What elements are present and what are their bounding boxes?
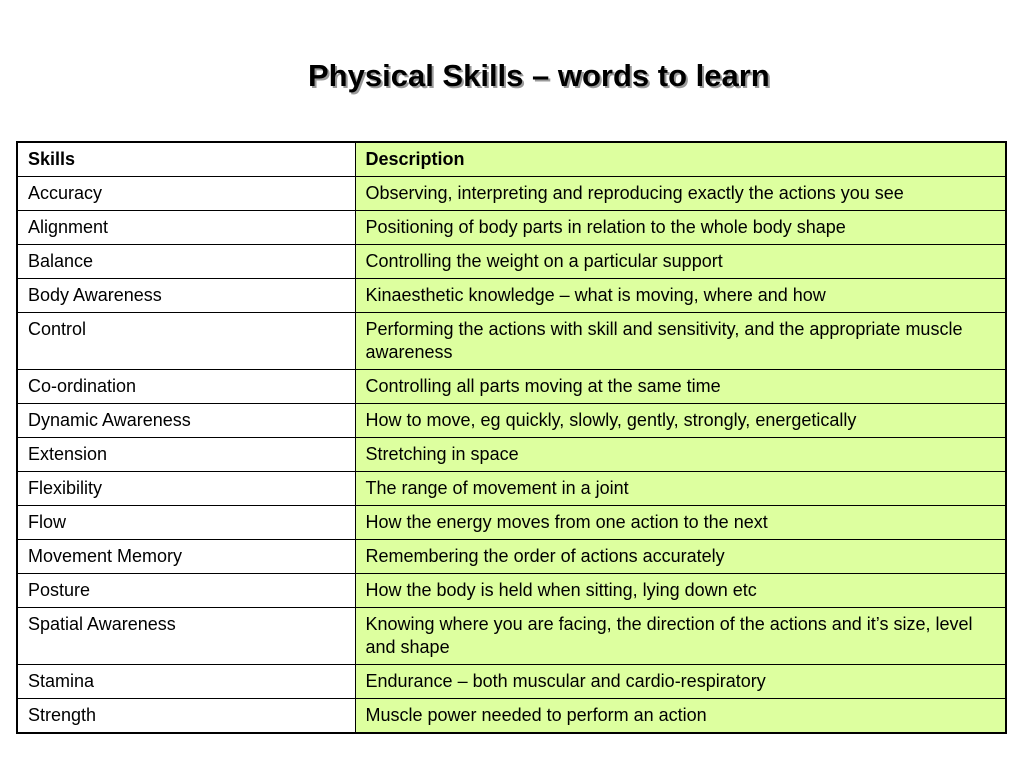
description-cell: How the body is held when sitting, lying down etc bbox=[355, 574, 1006, 608]
skill-cell: Dynamic Awareness bbox=[17, 404, 355, 438]
table-row bbox=[17, 177, 1006, 211]
table-row bbox=[17, 404, 1006, 438]
table-row bbox=[17, 370, 1006, 404]
skill-cell: Flow bbox=[17, 506, 355, 540]
description-cell: How the energy moves from one action to the next bbox=[355, 506, 1006, 540]
table-row bbox=[17, 245, 1006, 279]
table-row bbox=[17, 506, 1006, 540]
table-row bbox=[17, 699, 1006, 734]
table-row bbox=[17, 472, 1006, 506]
skill-cell: Body Awareness bbox=[17, 279, 355, 313]
skill-cell: Extension bbox=[17, 438, 355, 472]
skill-cell: Accuracy bbox=[17, 177, 355, 211]
description-cell: Knowing where you are facing, the direction of the actions and it’s size, level and shape bbox=[355, 608, 1006, 665]
skills-table bbox=[16, 141, 1007, 734]
description-cell: Kinaesthetic knowledge – what is moving, where and how bbox=[355, 279, 1006, 313]
table-row bbox=[17, 313, 1006, 370]
skill-cell: Flexibility bbox=[17, 472, 355, 506]
description-cell: Performing the actions with skill and sensitivity, and the appropriate muscle awareness bbox=[355, 313, 1006, 370]
skill-cell: Movement Memory bbox=[17, 540, 355, 574]
description-cell: How to move, eg quickly, slowly, gently, strongly, energetically bbox=[355, 404, 1006, 438]
skill-cell: Posture bbox=[17, 574, 355, 608]
skill-cell: Spatial Awareness bbox=[17, 608, 355, 665]
description-cell: Observing, interpreting and reproducing exactly the actions you see bbox=[355, 177, 1006, 211]
skill-cell: Alignment bbox=[17, 211, 355, 245]
table-row bbox=[17, 574, 1006, 608]
skill-cell: Control bbox=[17, 313, 355, 370]
table-body bbox=[17, 177, 1006, 734]
table-row bbox=[17, 540, 1006, 574]
header-skills: Skills bbox=[17, 142, 355, 177]
table-header bbox=[17, 142, 1006, 177]
skill-cell: Balance bbox=[17, 245, 355, 279]
skill-cell: Strength bbox=[17, 699, 355, 734]
description-cell: Controlling all parts moving at the same time bbox=[355, 370, 1006, 404]
header-description: Description bbox=[355, 142, 1006, 177]
table-row bbox=[17, 279, 1006, 313]
table-row bbox=[17, 665, 1006, 699]
skill-cell: Stamina bbox=[17, 665, 355, 699]
table-row bbox=[17, 608, 1006, 665]
description-cell: Positioning of body parts in relation to the whole body shape bbox=[355, 211, 1006, 245]
table-row bbox=[17, 211, 1006, 245]
description-cell: Muscle power needed to perform an action bbox=[355, 699, 1006, 734]
description-cell: Stretching in space bbox=[355, 438, 1006, 472]
page-title: Physical Skills – words to learn bbox=[308, 58, 770, 93]
table-row bbox=[17, 438, 1006, 472]
description-cell: Controlling the weight on a particular support bbox=[355, 245, 1006, 279]
description-cell: The range of movement in a joint bbox=[355, 472, 1006, 506]
skill-cell: Co-ordination bbox=[17, 370, 355, 404]
header-row bbox=[17, 142, 1006, 177]
description-cell: Remembering the order of actions accurately bbox=[355, 540, 1006, 574]
description-cell: Endurance – both muscular and cardio-respiratory bbox=[355, 665, 1006, 699]
